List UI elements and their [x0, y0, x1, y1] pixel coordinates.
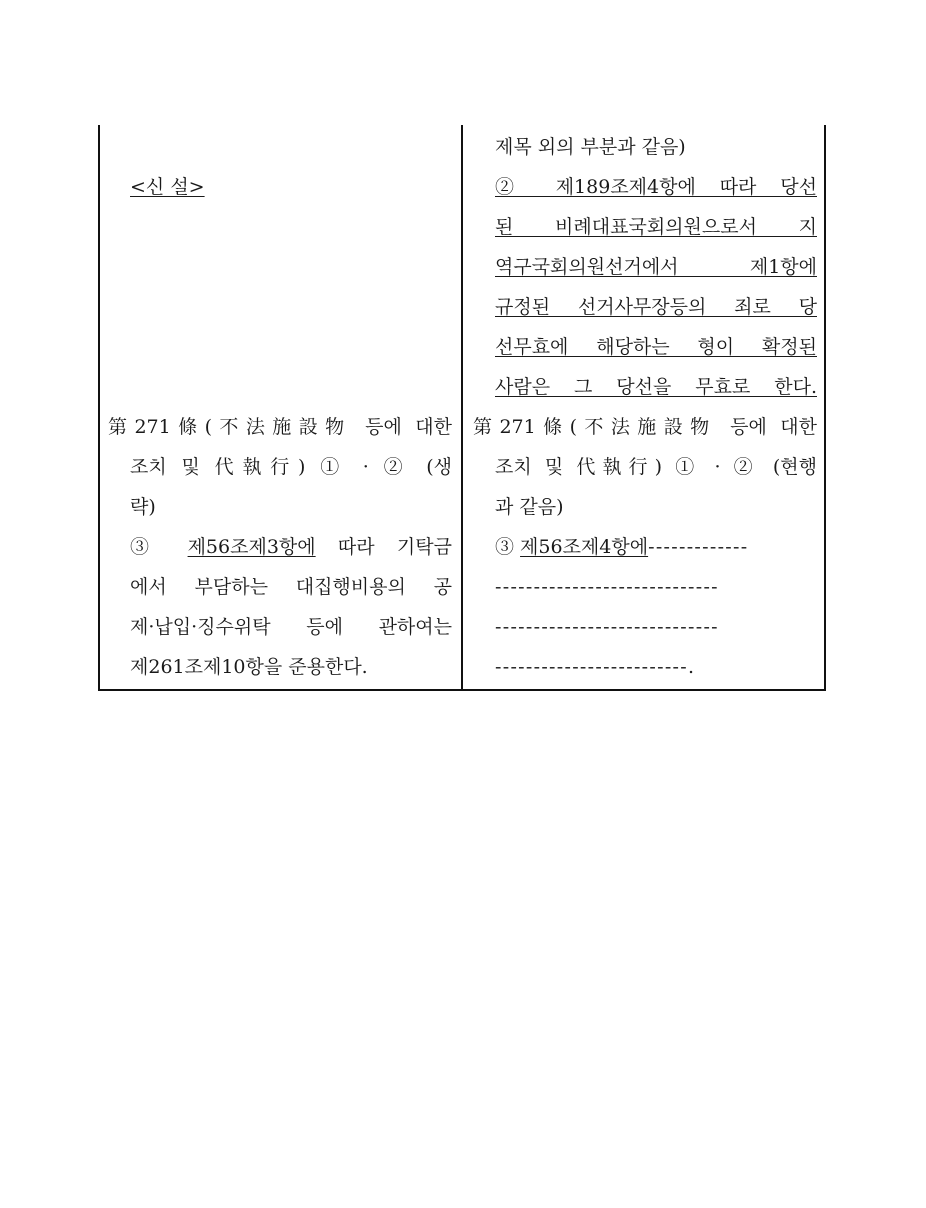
right-para2-line6-text: 사람은 그 당선을 무효로 한다.: [495, 376, 817, 398]
right-para2-line2-text: 된 비례대표국회의원으로서 지: [495, 216, 817, 238]
right-para2-line2: [495, 215, 817, 239]
right-line4-dashes: -------------: [648, 536, 749, 558]
left-article-271-line2: 조치 및 代執行) ① · ② (생: [130, 456, 452, 478]
right-para2-line3-text: 역구국회의원선거에서 제1항에: [495, 256, 817, 278]
right-para2-line4: [495, 295, 817, 319]
right-article-271-line7: -------------------------.: [495, 656, 696, 678]
right-article-271-line4: [495, 535, 817, 559]
table-column-divider: [461, 125, 463, 689]
right-amended-reference: 제56조제4항에: [520, 536, 649, 558]
comparison-table: [98, 125, 826, 691]
right-para2-line1: [495, 175, 817, 199]
right-para2-line4-text: 규정된 선거사무장등의 죄로 당: [495, 296, 817, 318]
clause3-text: 따라 기탁금: [315, 536, 452, 558]
table-left-border: [98, 125, 100, 689]
left-article-271-line7: 제261조제10항을 준용한다.: [130, 656, 368, 678]
amended-reference: 제56조제3항에: [187, 536, 316, 558]
left-article-271-line4: [130, 535, 452, 559]
right-article-271-line6: -----------------------------: [495, 616, 719, 638]
left-article-271-line6: 제·납입·징수위탁 등에 관하여는: [130, 616, 452, 638]
clause3-marker: ③: [130, 536, 188, 558]
left-article-271-line1: 第271條(不法施設物 등에 대한: [108, 416, 452, 438]
right-para2-line5-text: 선무효에 해당하는 형이 확정된: [495, 336, 817, 358]
right-article-271-line3: 과 같음): [495, 496, 564, 518]
right-para2-line5: [495, 335, 817, 359]
right-article-271-line2: 조치 및 代執行) ① · ② (현행: [495, 456, 817, 478]
right-para2-line6: [495, 375, 817, 399]
left-article-271-line3: 략): [130, 496, 156, 518]
right-article-271-line5: -----------------------------: [495, 576, 719, 598]
right-para2-line1-text: ② 제189조제4항에 따라 당선: [495, 176, 817, 198]
right-para2-line3: [495, 255, 817, 279]
right-continuation-line: 제목 외의 부분과 같음): [495, 136, 686, 158]
right-clause3-marker: ③: [495, 536, 521, 558]
new-provision-label: [130, 175, 205, 199]
left-article-271-line5: 에서 부담하는 대집행비용의 공: [130, 576, 452, 598]
table-right-border: [824, 125, 826, 689]
new-provision-text: <신 설>: [130, 176, 205, 198]
right-article-271-line1: 第271條(不法施設物 등에 대한: [473, 416, 817, 438]
